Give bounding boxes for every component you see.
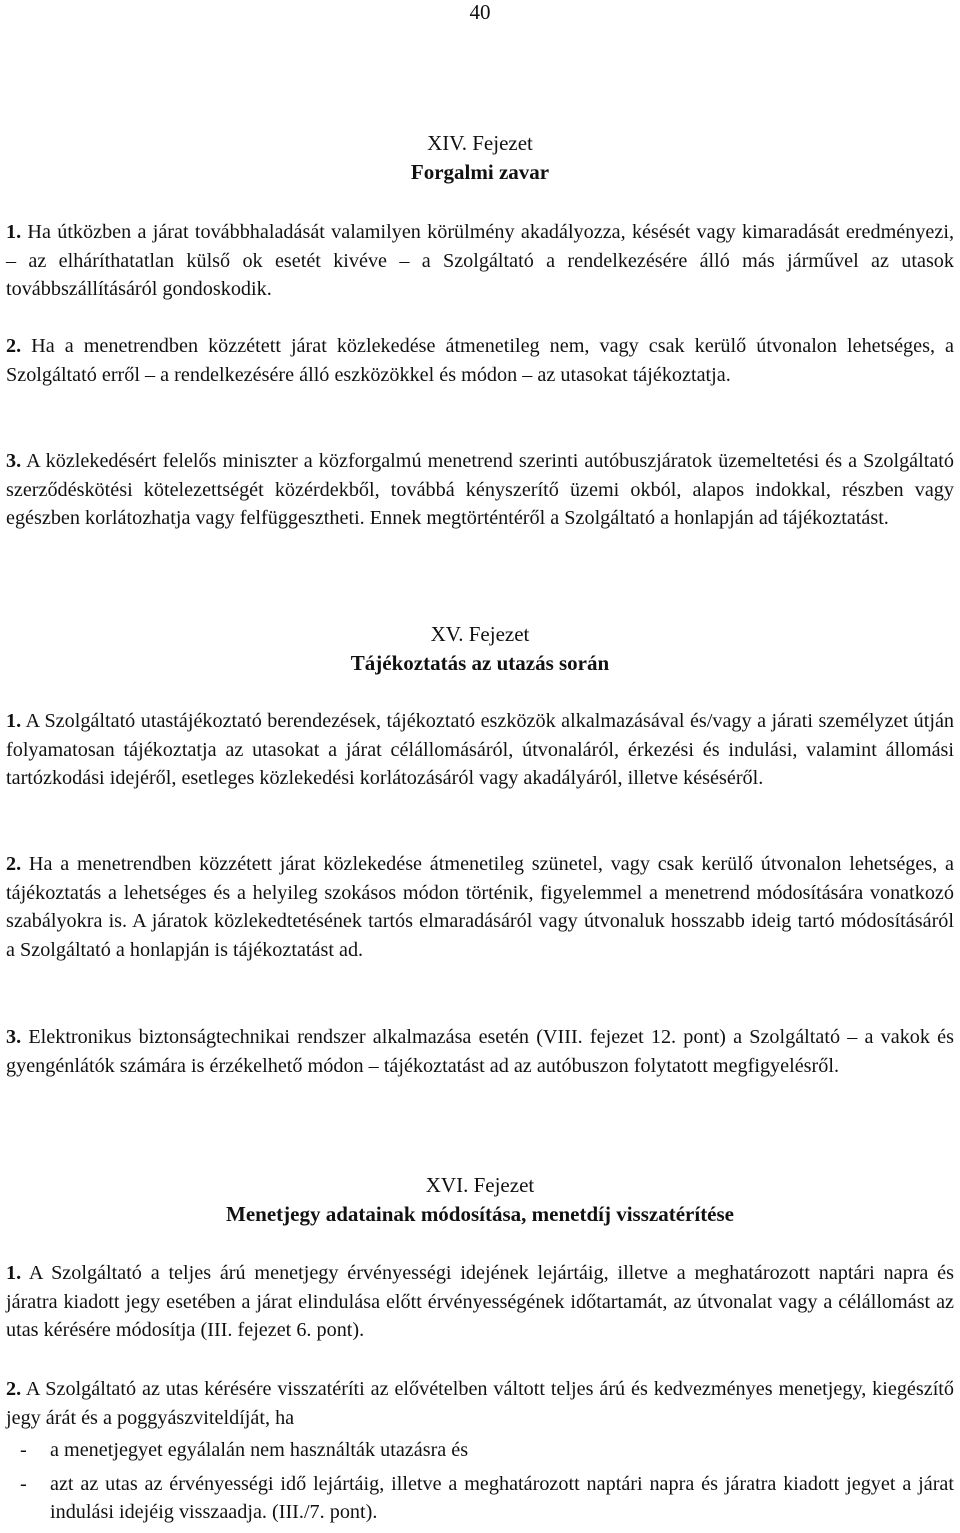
paragraph-number: 1. (6, 1262, 22, 1284)
chapter-number: XVI. Fejezet (425, 1173, 535, 1197)
chapter-title: Tájékoztatás az utazás során (350, 651, 610, 675)
dash-marker: - (20, 1439, 27, 1461)
bullet-list (6, 1436, 954, 1532)
paragraph (6, 850, 954, 964)
paragraph (6, 1375, 954, 1432)
paragraph-number: 2. (6, 1378, 22, 1400)
paragraph (6, 332, 954, 389)
dash-marker: - (20, 1472, 27, 1495)
list-item-text: azt az utas az érvényességi idő lejártáig, illetve a meghatározott naptári napra és járatra kiadott jegyet a járat indulási idejéig visszaadja. (III./7. pont). (50, 1472, 954, 1524)
paragraph-text: Ha a menetrendben közzétett járat közlekedése átmenetileg szünetel, vagy csak kerülő útvonalon lehetséges, a tájékoztatás a lehetséges és a helyileg szokásos módon történik, figyelemmel a menetrend módosítására vonatkozó szabályokra is. A járatok közlekedtetésének tartós elmaradásáról vagy útvonaluk hosszabb ideig tartó módosításáról a Szolgáltató a honlapján is tájékoztatást ad. (6, 853, 954, 961)
paragraph-text: Ha útközben a járat továbbhaladását valamilyen körülmény akadályozza, késését vagy kimaradását eredményezi, – az elháríthatatlan külső ok esetét kivéve – a Szolgáltató a rendelkezésére álló más járművel az utasok továbbszállításáról gondoskodik. (6, 221, 954, 301)
paragraph-text: A Szolgáltató utastájékoztató berendezések, tájékoztató eszközök alkalmazásával és/vagy a járati személyzet útján folyamatosan tájékoztatja az utasokat a járat célállomásáról, útvonaláról, érkezési és indulási, valamint állomási tartózkodási idejéről, esetleges közlekedési korlátozásáról vagy akadályáról, illetve késéséről. (6, 710, 954, 790)
paragraph (6, 1023, 954, 1080)
list-item (6, 1436, 954, 1465)
chapter-title: Menetjegy adatainak módosítása, menetdíj visszatérítése (226, 1202, 734, 1226)
paragraph (6, 707, 954, 793)
paragraph-number: 1. (6, 710, 22, 732)
paragraph (6, 447, 954, 533)
paragraph-text: A Szolgáltató a teljes árú menetjegy érvényességi idejének lejártáig, illetve a meghatározott naptári napra és járatra kiadott jegy esetében a járat elindulása előtt érvényességének időtartamát, az útvonalat vagy a célállomást az utas kérésére módosítja (III. fejezet 6. pont). (6, 1262, 954, 1342)
paragraph-number: 3. (6, 1026, 22, 1048)
paragraph-text: A közlekedésért felelős miniszter a közforgalmú menetrend szerinti autóbuszjáratok üzemeltetési és a Szolgáltató szerződéskötési kötelezettségét közérdekből, továbbá kényszerítő üzemi okból, alapos indokkal, részben vagy egészben korlátozhatja vagy felfüggesztheti. Ennek megtörténtéről a Szolgáltató a honlapján ad tájékoztatást. (6, 450, 954, 530)
paragraph-text: Elektronikus biztonságtechnikai rendszer alkalmazása esetén (VIII. fejezet 12. pont) a Szolgáltató – a vakok és gyengénlátók számára is érzékelhető módon – tájékoztatást ad az autóbuszon folytatott megfigyelésről. (6, 1026, 954, 1077)
chapter-number: XV. Fejezet (430, 622, 530, 646)
list-item-text: a menetjegyet egyálalán nem használták utazásra és (50, 1439, 469, 1461)
paragraph-number: 2. (6, 853, 22, 875)
paragraph-number: 1. (6, 221, 22, 243)
paragraph-text: Ha a menetrendben közzétett járat közlekedése átmenetileg nem, vagy csak kerülő útvonalon lehetséges, a Szolgáltató erről – a rendelkezésére álló eszközökkel és módon – az utasokat tájékoztatja. (6, 335, 954, 386)
paragraph (6, 1259, 954, 1345)
chapter-title: Forgalmi zavar (410, 160, 550, 184)
chapter-heading-xvi (6, 1171, 954, 1229)
chapter-number: XIV. Fejezet (427, 131, 533, 155)
chapter-heading-xv (6, 620, 954, 678)
list-item (6, 1470, 954, 1527)
paragraph (6, 218, 954, 304)
page-number: 40 (469, 0, 491, 24)
paragraph-text: A Szolgáltató az utas kérésére visszatéríti az elővételben váltott teljes árú és kedvezményes menetjegy, kiegészítő jegy árát és a poggyászviteldíját, ha (6, 1378, 954, 1429)
paragraph-number: 2. (6, 335, 22, 357)
paragraph-number: 3. (6, 450, 22, 472)
chapter-heading-xiv (6, 129, 954, 187)
